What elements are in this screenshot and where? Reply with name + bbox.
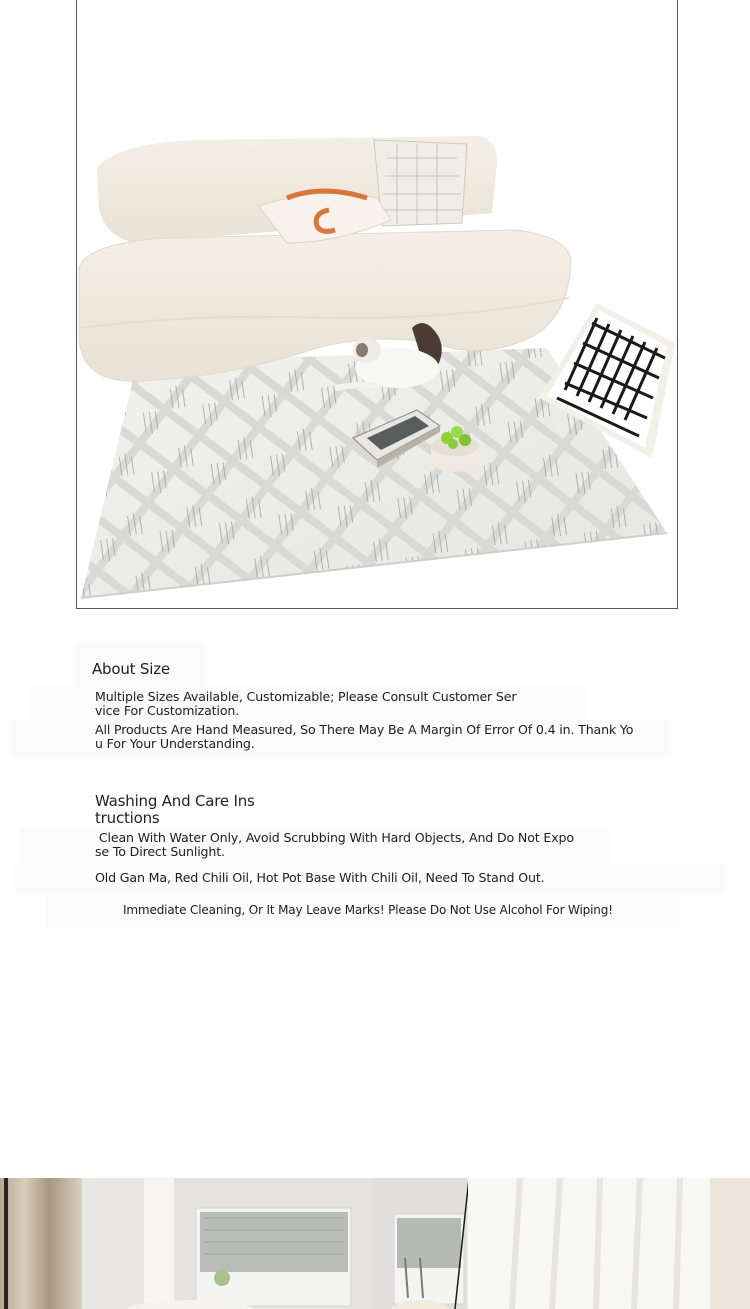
care-text-1b: se To Direct Sunlight. [95, 844, 225, 859]
about-size-text-2b: u For Your Understanding. [95, 736, 255, 751]
care-text-2: Old Gan Ma, Red Chili Oil, Hot Pot Base With Chili Oil, Need To Stand Out. [95, 870, 545, 885]
care-title-1: Washing And Care Ins [95, 792, 255, 810]
window [174, 1178, 467, 1309]
room-photo [0, 1178, 750, 1309]
beige-curtain [0, 1178, 82, 1309]
room-photo-illustration [0, 1178, 750, 1309]
sofa [79, 136, 571, 381]
about-size-text-1a: Multiple Sizes Available, Customizable; Please Consult Customer Ser [95, 689, 517, 704]
product-photo [76, 0, 678, 609]
about-size-title: About Size [92, 660, 170, 678]
product-photo-illustration [77, 0, 677, 608]
care-text-3: Immediate Cleaning, Or It May Leave Marks! Please Do Not Use Alcohol For Wiping! [123, 903, 613, 917]
care-text-1a: Clean With Water Only, Avoid Scrubbing With Hard Objects, And Do Not Expo [95, 830, 574, 845]
about-size-text-1b: vice For Customization. [95, 703, 240, 718]
about-size-text-2a: All Products Are Hand Measured, So There May Be A Margin Of Error Of 0.4 in. Thank Yo [95, 722, 634, 737]
care-title-2: tructions [95, 809, 160, 827]
sheer-curtains [468, 1178, 750, 1309]
grid-cushion [374, 140, 467, 226]
